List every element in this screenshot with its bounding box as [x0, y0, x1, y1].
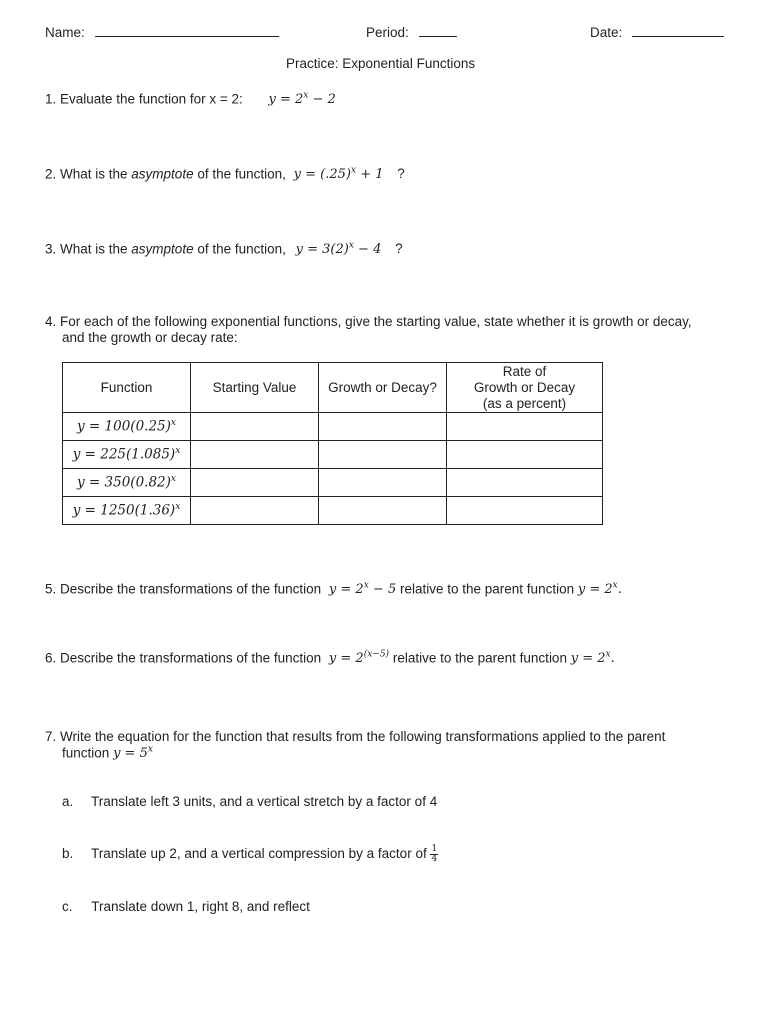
starting-value-cell[interactable]: [191, 469, 319, 497]
table-row: [63, 497, 603, 525]
question-7-line2: function $y = 5^x$: [62, 745, 153, 762]
page-title: Practice: Exponential Functions: [286, 56, 476, 71]
col-header-function: Function: [63, 363, 191, 413]
parent-function: $y = 2^x$.: [577, 581, 622, 598]
rate-cell[interactable]: [447, 497, 603, 525]
answer-table: [62, 362, 603, 525]
part-c: c. Translate down 1, right 8, and reflect: [62, 899, 310, 914]
col-header-growth-or-decay: Growth or Decay?: [319, 363, 447, 413]
function-cell: $y = 1250(1.36)^x$: [63, 497, 191, 525]
growth-decay-cell[interactable]: [319, 497, 447, 525]
rate-cell[interactable]: [447, 441, 603, 469]
rate-cell[interactable]: [447, 413, 603, 441]
starting-value-cell[interactable]: [191, 497, 319, 525]
table-row: [63, 441, 603, 469]
date-label: Date:: [590, 25, 623, 40]
question-7-line1: 7. Write the equation for the function that results from the following transformations applied to the parent: [45, 729, 666, 744]
date-blank[interactable]: [632, 24, 724, 37]
part-b: b. Translate up 2, and a vertical compression by a factor of $\frac{1}{4}$: [62, 844, 438, 864]
table-row: [63, 413, 603, 441]
question-4-line1: 4. For each of the following exponential functions, give the starting value, state whether it is growth or decay,: [45, 314, 692, 329]
col-header-starting-value: Starting Value: [191, 363, 319, 413]
question-1-equation: $y = 2^x - 2$: [268, 91, 336, 108]
asymptote-term: asymptote: [131, 241, 194, 257]
question-3-equation: $y = 3(2)^x - 4$: [295, 241, 382, 258]
question-1-text: 1. Evaluate the function for x = 2:: [45, 91, 243, 107]
function-cell: $y = 350(0.82)^x$: [63, 469, 191, 497]
question-4-line2: and the growth or decay rate:: [62, 330, 238, 345]
fraction-one-fourth: $\frac{1}{4}$: [431, 844, 438, 864]
question-2-equation: $y = (.25)^x + 1$: [293, 166, 384, 183]
question-5-equation: $y = 2^x - 5$: [328, 581, 397, 598]
name-label: Name:: [45, 25, 85, 40]
table-header-row: [63, 363, 603, 413]
function-cell: $y = 100(0.25)^x$: [63, 413, 191, 441]
table-row: [63, 469, 603, 497]
date-field[interactable]: [590, 24, 724, 40]
name-blank[interactable]: [95, 24, 279, 37]
question-2: 2. What is the asymptote of the function, $y = (.25)^x + 1$ ?: [45, 166, 405, 183]
growth-decay-cell[interactable]: [319, 469, 447, 497]
question-6-equation: $y = 2^{(x-5)}$: [328, 650, 390, 667]
period-field[interactable]: [366, 24, 457, 40]
parent-function: $y = 5^x$: [113, 745, 153, 762]
asymptote-term: asymptote: [131, 166, 194, 182]
question-3: 3. What is the asymptote of the function, $y = 3(2)^x - 4$ ?: [45, 241, 403, 258]
name-field[interactable]: [45, 24, 279, 40]
question-6: 6. Describe the transformations of the function $y = 2^{(x-5)}$ relative to the parent function $y = 2^x$.: [45, 650, 615, 667]
question-5: 5. Describe the transformations of the function $y = 2^x - 5$ relative to the parent function $y = 2^x$.: [45, 581, 622, 598]
growth-decay-cell[interactable]: [319, 413, 447, 441]
starting-value-cell[interactable]: [191, 441, 319, 469]
rate-cell[interactable]: [447, 469, 603, 497]
col-header-rate: Rate of Growth or Decay (as a percent): [447, 363, 603, 413]
starting-value-cell[interactable]: [191, 413, 319, 441]
function-cell: $y = 225(1.085)^x$: [63, 441, 191, 469]
parent-function: $y = 2^x$.: [570, 650, 615, 667]
question-1: [45, 91, 336, 107]
period-label: Period:: [366, 25, 409, 40]
period-blank[interactable]: [419, 24, 457, 37]
part-a: a. Translate left 3 units, and a vertical stretch by a factor of 4: [62, 794, 438, 809]
growth-decay-cell[interactable]: [319, 441, 447, 469]
